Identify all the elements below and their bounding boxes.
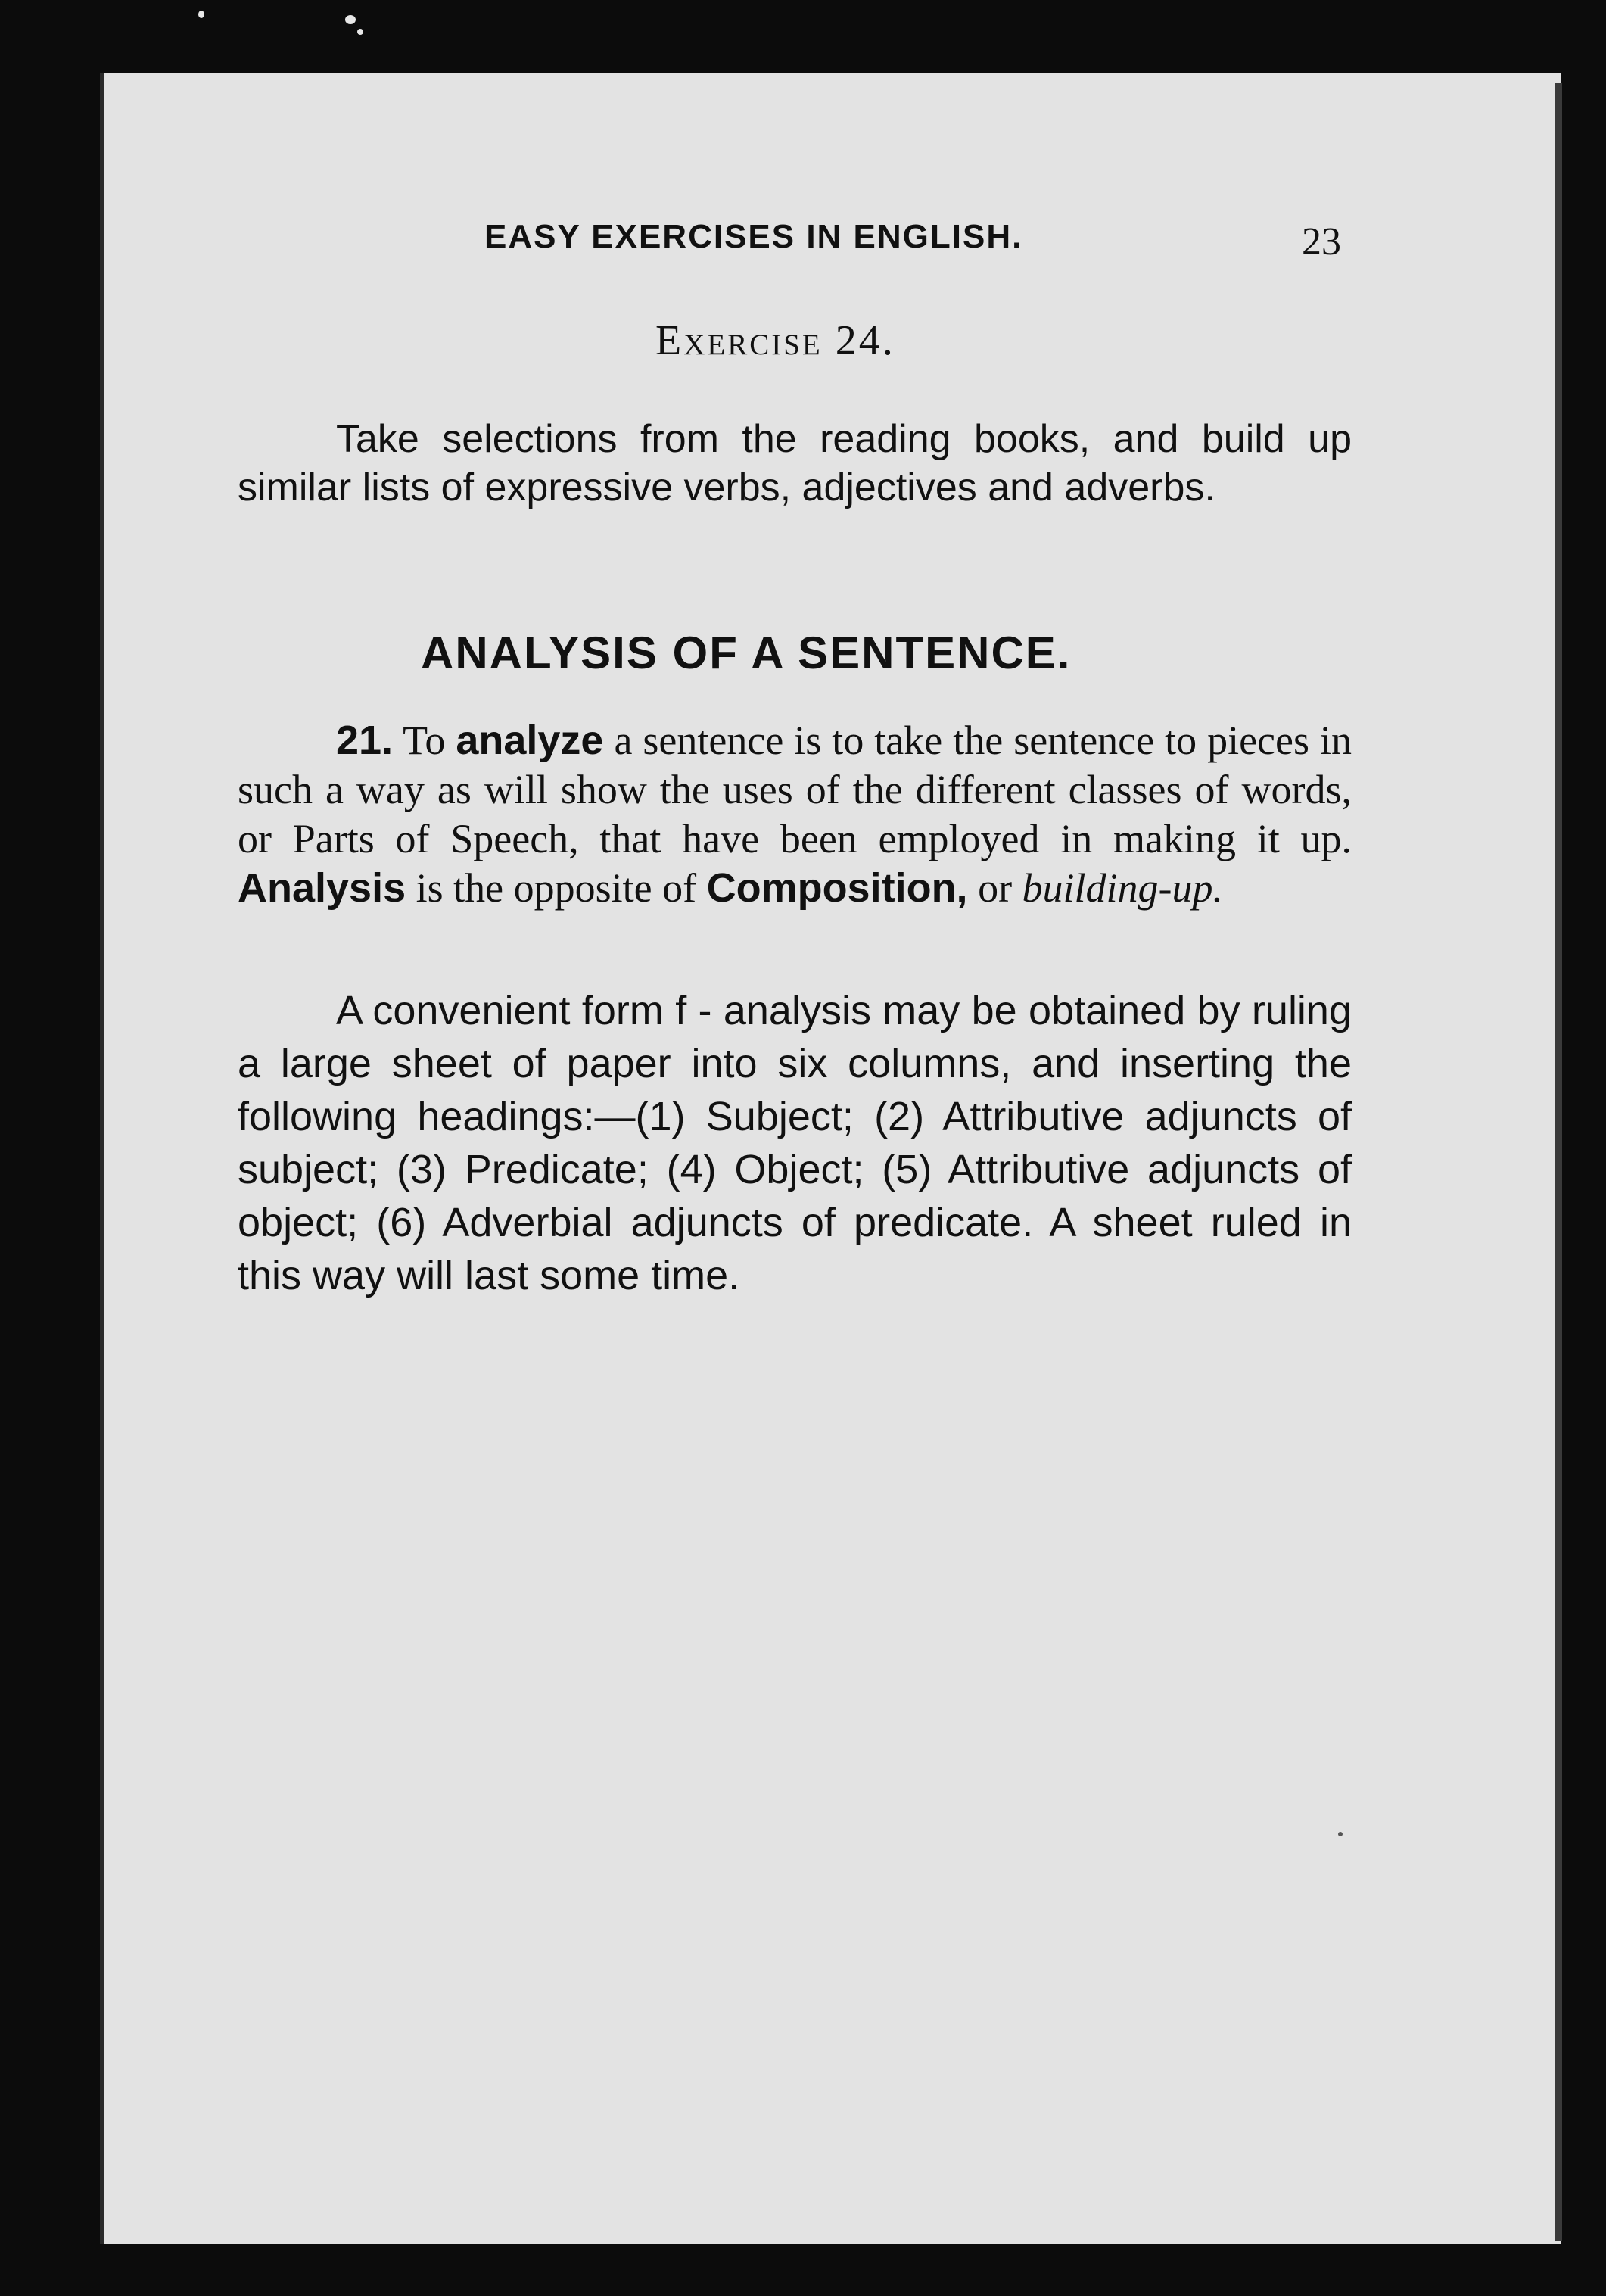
analysis-form-paragraph xyxy=(238,984,1352,1302)
term-analyze: analyze xyxy=(456,718,604,763)
exercise-text: Take selections from the reading books, and build up similar lists of expressive verbs, adjectives and adverbs. xyxy=(238,417,1352,509)
exercise-paragraph xyxy=(238,415,1352,512)
paragraph-21-lead: To xyxy=(403,718,446,763)
page-edge xyxy=(1555,83,1562,2241)
scan-speck xyxy=(1338,1832,1343,1836)
exercise-heading: Exercise 24. xyxy=(655,317,895,364)
analysis-form-text: A convenient form f ‑ analysis may be obtained by ruling a large sheet of paper into six columns, and inserting the following headings:—(1) Subject; (2) Attributive adjuncts of subject; (3) Predicate; (4) Object; (5) Attributive adjuncts of object; (6) Adverbial adjuncts of predicate. A sheet ruled in this way will last some time. xyxy=(238,988,1352,1298)
running-head: EASY EXERCISES IN ENGLISH. xyxy=(484,218,1023,255)
section-heading: ANALYSIS OF A SENTENCE. xyxy=(421,628,1072,678)
term-composition: Composition, xyxy=(706,865,968,911)
scan-speck xyxy=(198,11,204,18)
paragraph-number: 21. xyxy=(336,718,394,763)
term-analysis: Analysis xyxy=(238,865,406,911)
term-building-up: building-up. xyxy=(1022,865,1224,911)
page-number: 23 xyxy=(1302,220,1341,263)
paragraph-21-text-1: a sentence is to take the sentence to pieces in such a way as will show the uses of the different classes of words, or Parts of Speech, that have been employed in making it up. xyxy=(238,718,1352,861)
scan-speck xyxy=(345,15,356,24)
paragraph-21-text-2: is the opposite of xyxy=(416,865,697,911)
scan-speck xyxy=(357,29,363,35)
paragraph-21-text-3: or xyxy=(978,865,1013,911)
paragraph-21 xyxy=(238,716,1352,913)
